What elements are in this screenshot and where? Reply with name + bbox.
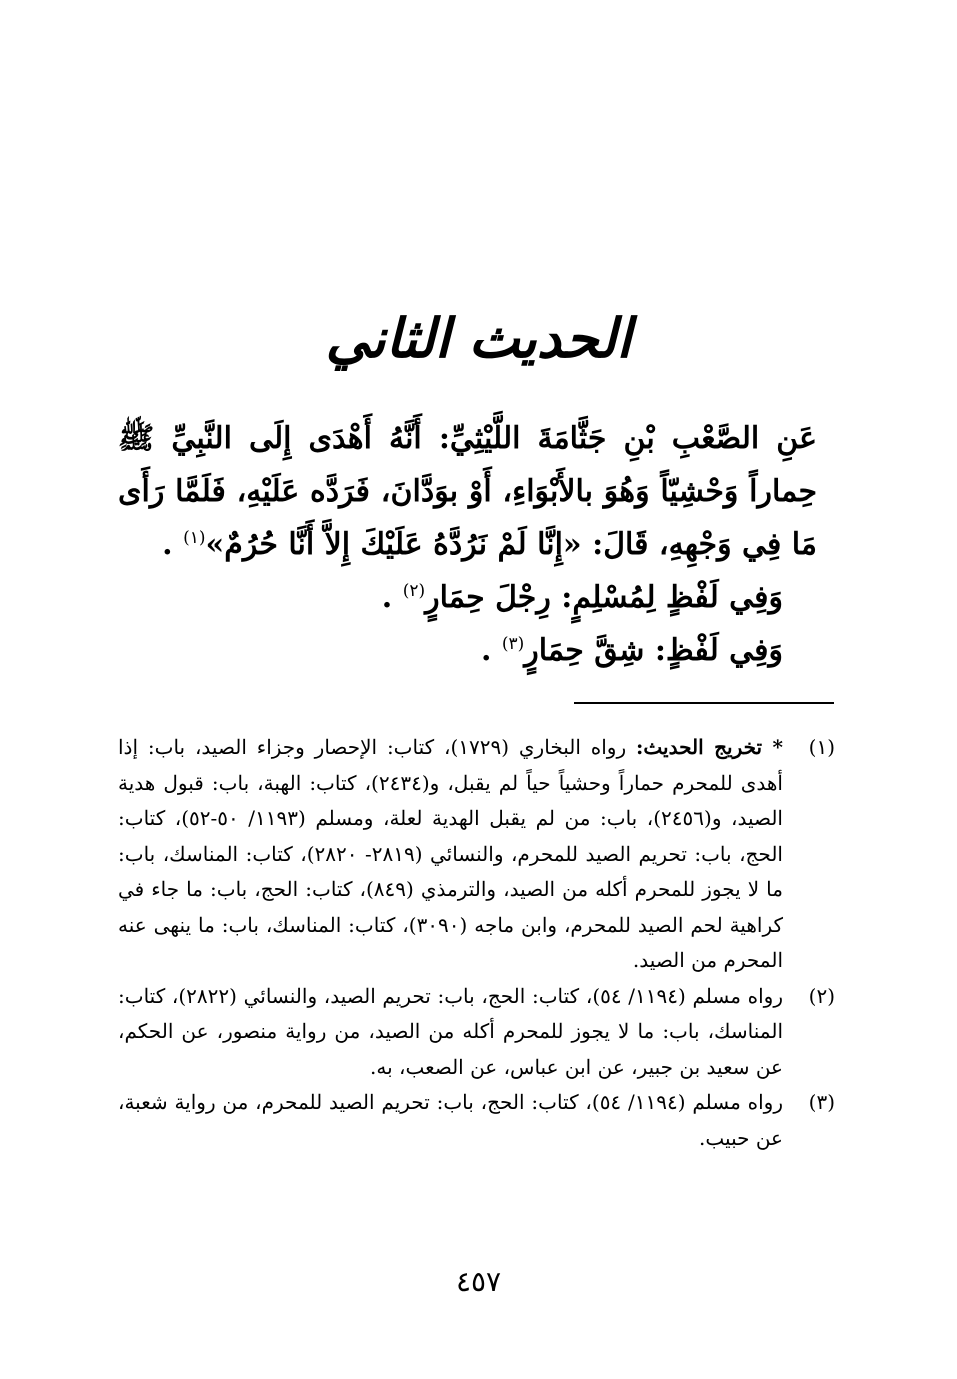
footnote-1 [118,730,835,979]
footnote-number: (٢) [808,983,835,1008]
hadith-body: عَنِ الصَّعْبِ بْنِ جَثَّامَةَ اللَّيْثِيِّ: أَنَّهُ أَهْدَى إِلَى النَّبِيِّ ﷺ حِماراً وَحْشِيّاً وَهُوَ بالأَبْوَاءِ، أَوْ بوَدَّانَ، فَرَدَّه عَلَيْهِ، فَلَمَّا رَأَى مَا فِي وَجْهِهِ، قَالَ: «إِنَّا لَمْ نَرُدَّهُ عَلَيْكَ إِلاَّ أَنَّا حُرُمٌ» [118,421,817,562]
hadith-text [118,412,817,677]
footnote-number: (٣) [808,1090,835,1114]
hadith-paragraph [118,412,817,571]
footnote-body [118,1085,783,1156]
page-title: الحديث الثاني [325,306,632,370]
muslim-variant-1 [118,571,817,624]
muslim-variant-2 [118,624,817,677]
footnotes [118,730,835,1156]
page-number: ٤٥٧ [455,1265,502,1298]
footnote-ref-1[interactable]: (١) [183,528,206,548]
variant-text: وَفِي لَفْظٍ: شِقَّ حِمَارٍ [524,633,783,668]
variant-end: . [480,633,492,668]
footnote-lead: * تخريج الحديث: [635,735,783,759]
footnote-2 [118,979,835,1086]
footnote-3 [118,1085,835,1156]
footnote-text: رواه مسلم (١١٩٤/ ٥٤)، كتاب: الحج، باب: تحريم الصيد، والنسائي (٢٨٢٢)، كتاب: المناسك، باب: ما لا يجوز للمحرم أكله من الصيد، من رواية منصور، عن الحكم، عن سعيد بن جبير، عن ابن عباس، عن الصعب، به. [118,983,783,1079]
hadith-end: . [162,527,173,562]
footnote-text: رواه مسلم (١١٩٤/ ٥٤)، كتاب: الحج، باب: تحريم الصيد للمحرم، من رواية شعبة، عن حبيب. [118,1090,783,1150]
footnote-divider [574,702,834,704]
footnote-body [118,979,783,1086]
footnote-number: (١) [808,735,835,759]
footnote-body [118,730,783,979]
variant-text: وَفِي لَفْظٍ لِمُسْلِمٍ: رِجْلَ حِمَارٍ [425,580,783,615]
variant-end: . [381,580,393,615]
footnote-text: رواه البخاري (١٧٢٩)، كتاب: الإحصار وجزاء الصيد، باب: إذا أهدى للمحرم حماراً وحشياً حياً لم يقبل، و(٢٤٣٤)، كتاب: الهبة، باب: قبول هدية الصيد، و(٢٤٥٦)، باب: من لم يقبل الهدية لعلة، ومسلم (١١٩٣/ ٥٠-٥٢)، كتاب: الحج، باب: تحريم الصيد للمحرم، والنسائي (٢٨١٩- ٢٨٢٠)، كتاب: المناسك، باب: ما لا يجوز للمحرم أكله من الصيد، والترمذي (٨٤٩)، كتاب: الحج، باب: ما جاء في كراهية لحم الصيد للمحرم، وابن ماجه (٣٠٩٠)، كتاب: المناسك، باب: ما ينهى عنه المحرم من الصيد. [118,735,784,972]
footnote-ref-2[interactable]: (٢) [402,581,426,601]
footnote-ref-3[interactable]: (٣) [501,634,525,654]
